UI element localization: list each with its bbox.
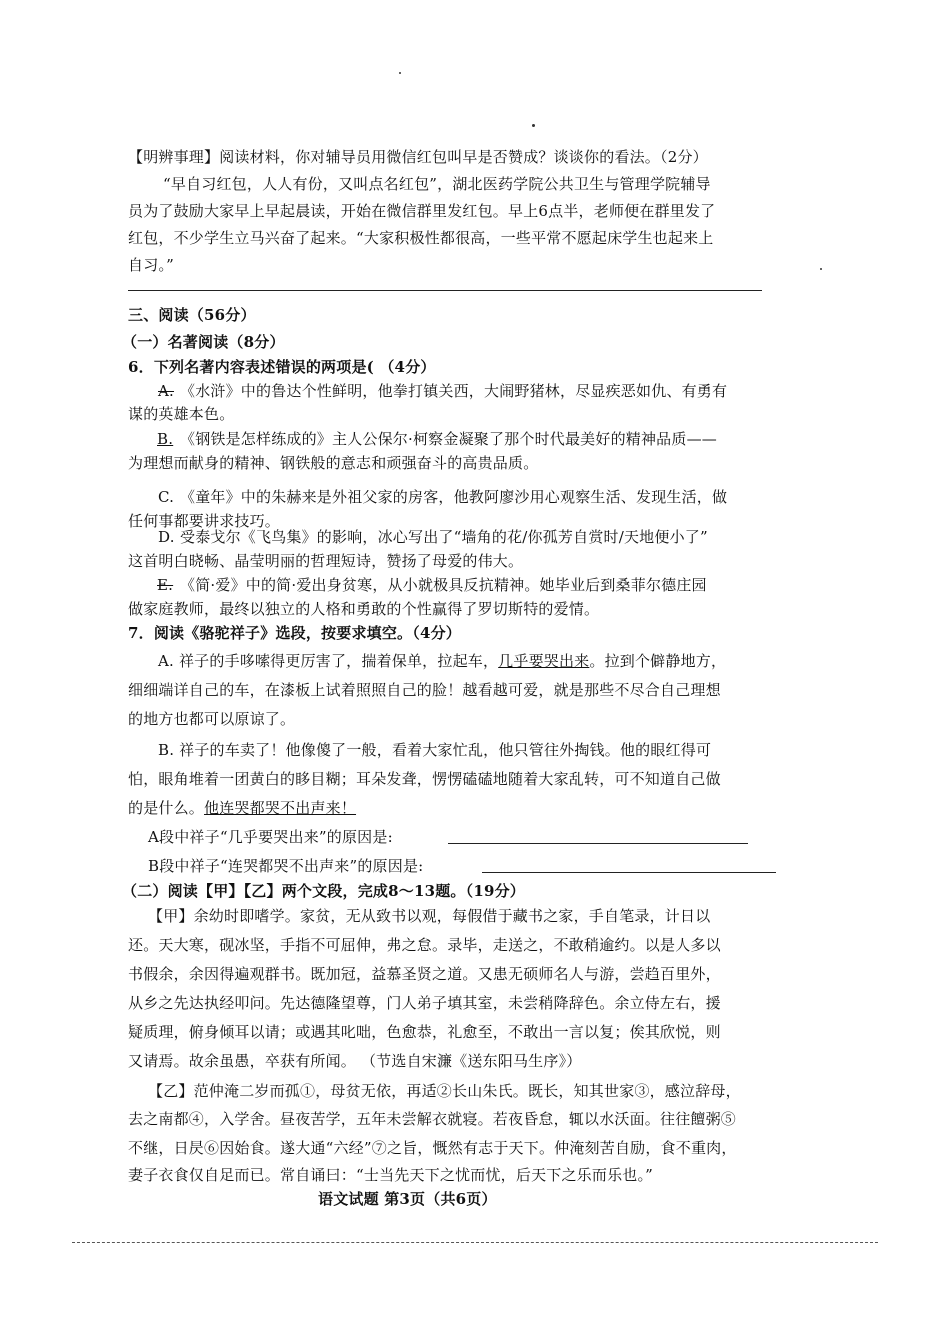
q6-option-a-line: 谋的英雄本色。 xyxy=(128,405,235,423)
q6-option-b-line: 为理想而献身的精神、钢铁般的意志和顽强奋斗的高贵品质。 xyxy=(128,454,539,472)
q6-option-b-line: 《钢铁是怎样练成的》主人公保尔·柯察金凝聚了那个时代最美好的精神品质—— xyxy=(180,430,717,448)
q7-passage-b-line: 怕，眼角堆着一团黄白的眵目糊；耳朵发聋，愣愣磕磕地随着大家乱转，可不知道自己做 xyxy=(128,770,721,788)
q7-passage-b-line: B. 祥子的车卖了！他像傻了一般，看着大家忙乱，他只管往外掏钱。他的眼红得可 xyxy=(158,741,712,759)
material-line: 自习。” xyxy=(128,256,174,274)
jia-line: 又请焉。故余虽愚，卒获有所闻。 （节选自宋濂《送东阳马生序》） xyxy=(128,1052,582,1070)
scan-speck xyxy=(399,72,401,74)
q6-option-label xyxy=(145,428,173,450)
q6-option-label: D. xyxy=(158,528,175,546)
q6-stem: 6．下列名著内容表述错误的两项是( （4分） xyxy=(128,358,436,376)
bottom-rule xyxy=(72,1242,878,1243)
intro-prompt: 【明辨事理】阅读材料，你对辅导员用微信红包叫早是否赞成？谈谈你的看法。（2分） xyxy=(128,148,708,166)
underlined-phrase-b: 他连哭都哭不出声来！ xyxy=(204,799,357,817)
jia-line: 【甲】余幼时即嗜学。家贫，无从致书以观，每假借于藏书之家，手自笔录，计日以 xyxy=(148,907,711,925)
yi-line: 【乙】范仲淹二岁而孤①，母贫无依，再适②长山朱氏。既长，知其世家③，感泣辞母， xyxy=(148,1082,741,1100)
yi-line: 妻子衣食仅自足而已。常自诵曰：“士当先天下之忧而忧，后天下之乐而乐也。” xyxy=(128,1166,654,1184)
passage-a-text: 。拉到个僻静地方， xyxy=(589,652,727,670)
material-line: 红包，不少学生立马兴奋了起来。“大家积极性都很高，一些平常不愿起床学生也起来上 xyxy=(128,229,714,247)
scan-speck xyxy=(820,268,822,270)
q7-passage-a-line: 的地方也都可以原谅了。 xyxy=(128,710,296,728)
q6-option-e-line: 做家庭教师，最终以独立的人格和勇敢的个性赢得了罗切斯特的爱情。 xyxy=(128,600,600,618)
option-a-label: A. xyxy=(158,382,175,400)
fill-b-blank[interactable] xyxy=(482,872,776,873)
q7-passage-b-line xyxy=(128,797,356,819)
jia-line: 书假余，余因得遍观群书。既加冠，益慕圣贤之道。又患无硕师名人与游，尝趋百里外， xyxy=(128,965,721,983)
option-e-label: E. xyxy=(157,576,174,594)
jia-line: 从乡之先达执经叩问。先达德隆望尊，门人弟子填其室，未尝稍降辞色。余立侍左右，援 xyxy=(128,994,721,1012)
q6-option-label: C. xyxy=(158,488,175,506)
answer-line xyxy=(128,290,762,291)
q6-option-d-line: 这首明白晓畅、晶莹明丽的哲理短诗，赞扬了母爱的伟大。 xyxy=(128,552,524,570)
material-line: “早自习红包，人人有份，又叫点名红包”，湖北医药学院公共卫生与管理学院辅导 xyxy=(163,175,711,193)
passage-a-text: A. 祥子的手哆嗦得更厉害了，揣着保单，拉起车， xyxy=(158,652,499,670)
fill-a-label: A段中祥子“几乎要哭出来”的原因是: xyxy=(148,828,393,846)
material-line: 员为了鼓励大家早上早起晨读，开始在微信群里发红包。早上6点半，老师便在群里发了 xyxy=(128,202,716,220)
passage-b-text: 的是什么。 xyxy=(128,799,205,817)
fill-a-blank[interactable] xyxy=(448,843,748,844)
q6-option-e-line: 《简·爱》中的简·爱出身贫寒，从小就极具反抗精神。她毕业后到桑菲尔德庄园 xyxy=(180,576,707,594)
yi-line: 不继，日昃⑥因始食。遂大通“六经”⑦之旨，慨然有志于天下。仲淹刻苦自励，食不重肉， xyxy=(128,1139,737,1157)
page-footer: 语文试题 第3页（共6页） xyxy=(318,1190,497,1208)
q7-passage-a-line: 细细端详自己的车，在漆板上试着照照自己的脸！越看越可爱，就是那些不尽合自己理想 xyxy=(128,681,721,699)
q7-passage-a-line xyxy=(158,650,726,672)
scan-speck xyxy=(532,124,535,127)
q6-option-label xyxy=(145,574,173,596)
option-b-label: B. xyxy=(157,430,174,448)
underlined-phrase-a: 几乎要哭出来 xyxy=(498,652,590,670)
yi-line: 去之南都④，入学舍。昼夜苦学，五年未尝解衣就寝。若夜昏怠，辄以水沃面。往往饘粥⑤ xyxy=(128,1110,737,1128)
q6-option-c-line: 任何事都要讲求技巧。 xyxy=(128,512,281,530)
q6-option-a-line: 《水浒》中的鲁达个性鲜明，他拳打镇关西，大闹野猪林，尽显疾恶如仇、有勇有 xyxy=(180,382,728,400)
section-title: 三、阅读（56分） xyxy=(128,306,256,324)
part2-title: （二）阅读【甲】【乙】两个文段，完成8～13题。（19分） xyxy=(122,882,525,900)
jia-line: 还。天大寒，砚冰坚，手指不可屈伸，弗之怠。录毕，走送之，不敢稍逾约。以是人多以 xyxy=(128,936,721,954)
jia-line: 疑质理，俯身倾耳以请；或遇其叱咄，色愈恭，礼愈至，不敢出一言以复；俟其欣悦，则 xyxy=(128,1023,721,1041)
q6-option-c-line: 《童年》中的朱赫来是外祖父家的房客，他教阿廖沙用心观察生活、发现生活，做 xyxy=(180,488,728,506)
q6-option-d-line: 受泰戈尔《飞鸟集》的影响，冰心写出了“墙角的花/你孤芳自赏时/天地便小了” xyxy=(180,528,708,546)
q7-stem: 7．阅读《骆驼祥子》选段，按要求填空。（4分） xyxy=(128,624,461,642)
part1-title: （一）名著阅读（8分） xyxy=(122,333,285,351)
fill-b-label: B段中祥子“连哭都哭不出声来”的原因是: xyxy=(148,857,424,875)
q6-option-label xyxy=(158,380,174,402)
